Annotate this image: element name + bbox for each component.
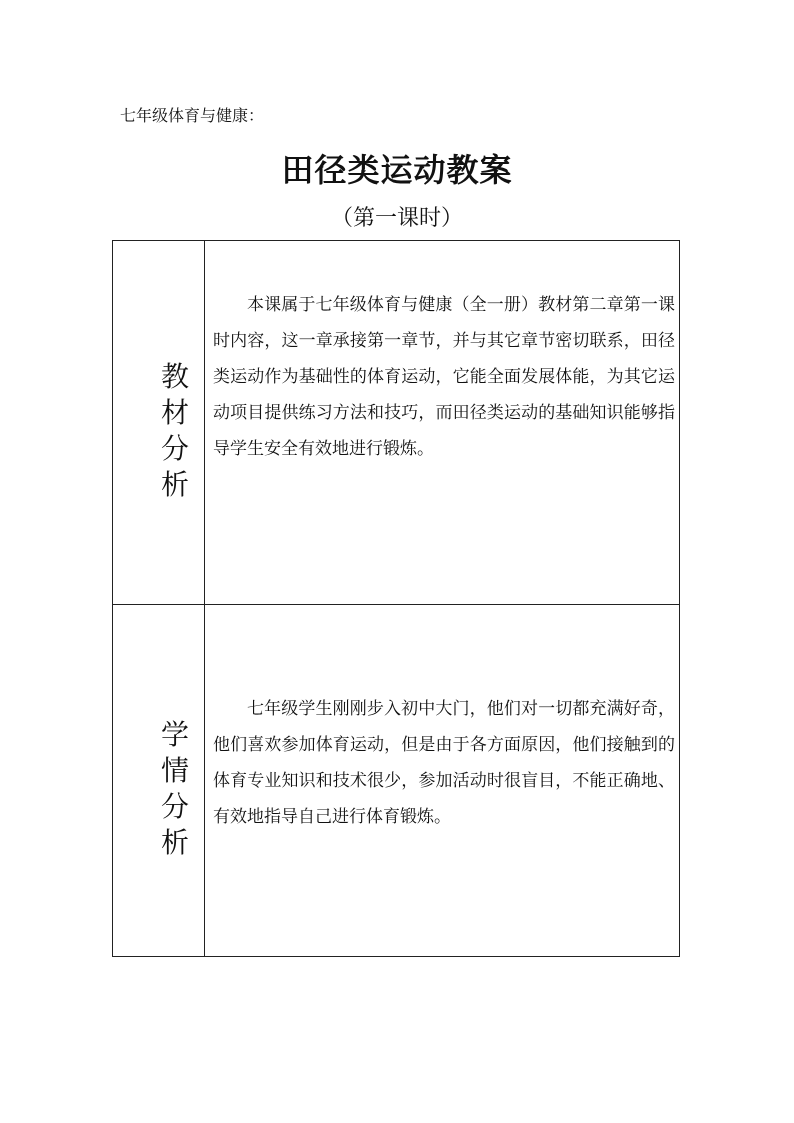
lesson-period-subtitle: （第一课时） [330, 206, 463, 231]
student-analysis-content [213, 691, 675, 835]
subject-heading: 七年级体育与健康： [120, 106, 265, 125]
row-label-cell [113, 605, 205, 956]
lesson-plan-table [112, 240, 680, 957]
textbook-analysis-row [113, 241, 679, 605]
textbook-analysis-label: 教材分析 [160, 360, 189, 501]
student-analysis-row [113, 605, 679, 956]
student-analysis-label: 学情分析 [160, 718, 189, 859]
textbook-analysis-paragraph: 本课属于七年级体育与健康（全一册）教材第二章第一课时内容，这一章承接第一章节，并与其它章节密切联系，田径类运动作为基础性的体育运动，它能全面发展体能，为其它运动项目提供练习方法和技巧，而田径类运动的基础知识能够指导学生安全有效地进行锻炼。 [213, 295, 675, 459]
row-label-cell [113, 241, 205, 604]
textbook-analysis-content [213, 287, 675, 467]
document-title: 田径类运动教案 [281, 151, 513, 189]
student-analysis-paragraph: 七年级学生刚刚步入初中大门，他们对一切都充满好奇，他们喜欢参加体育运动，但是由于各方面原因，他们接触到的体育专业知识和技术很少，参加活动时很盲目，不能正确地、有效地指导自己进行体育锻炼。 [213, 699, 675, 827]
